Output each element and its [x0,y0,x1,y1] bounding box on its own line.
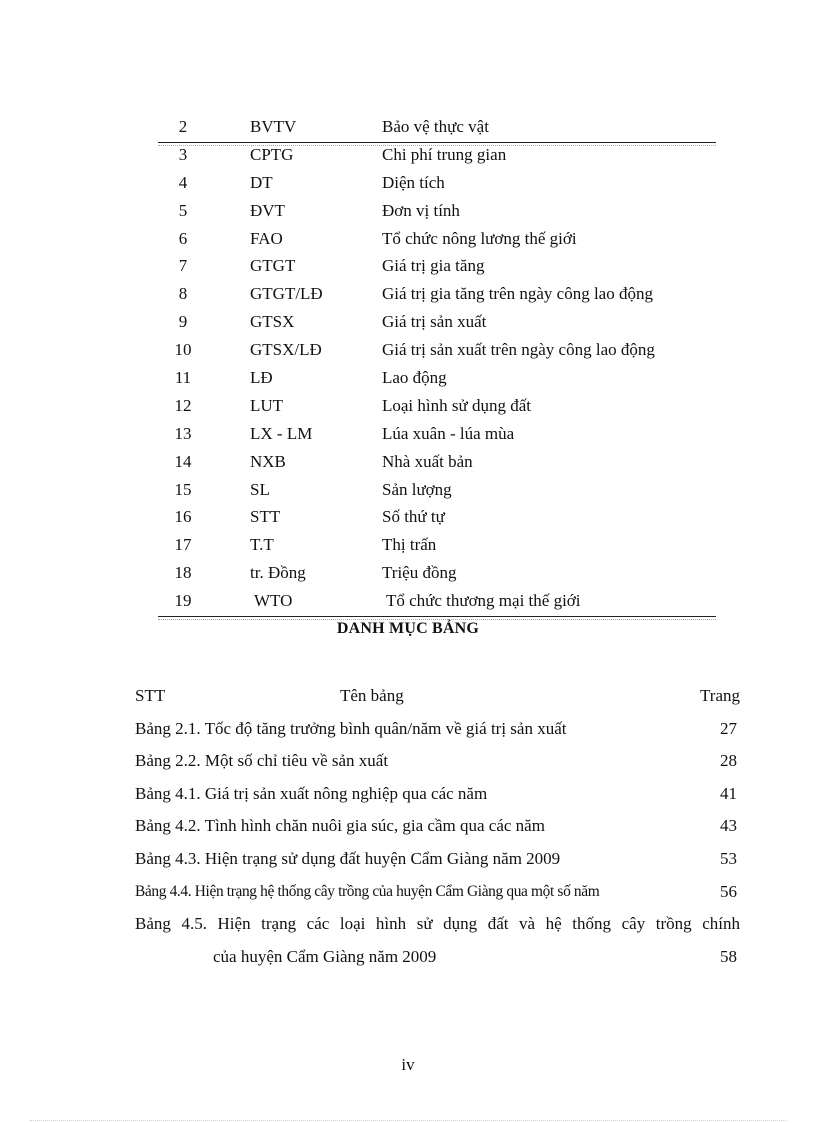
abbreviation-row [158,420,716,448]
column-header-page: Trang [700,686,740,705]
abbreviation-row [158,280,716,308]
table-title: Bảng 4.2. Tình hình chăn nuôi gia súc, gia cầm qua các năm [135,816,545,836]
row-number: 15 [174,479,192,499]
abbreviation-code: SL [250,479,270,499]
row-number: 16 [174,507,192,527]
abbreviation-code: LUT [250,395,284,415]
abbreviation-meaning: Giá trị sản xuất [382,312,487,332]
abbreviation-code: LX - LM [250,423,313,443]
abbreviation-meaning: Bảo vệ thực vật [382,117,489,136]
abbreviation-code: ĐVT [250,200,285,220]
page-ref: 27 [720,718,737,738]
table-title: Bảng 4.4. Hiện trạng hệ thống cây trồng của huyện Cẩm Giàng qua một số năm [135,882,600,900]
abbreviation-code: DT [250,172,273,192]
abbreviation-row [158,587,716,615]
row-number: 2 [178,117,188,136]
list-item[interactable] [135,843,740,876]
abbreviation-code: WTO [250,591,293,611]
abbreviation-meaning: Giá trị sản xuất trên ngày công lao động [382,340,655,360]
abbreviation-meaning: Tổ chức nông lương thế giới [382,228,577,248]
abbreviation-row [158,308,716,336]
row-number: 18 [174,563,192,583]
row-number: 6 [178,228,188,248]
abbreviation-code: GTSX/LĐ [250,340,322,360]
abbreviation-code: FAO [250,228,283,248]
abbreviation-code: GTGT [250,256,296,276]
abbreviation-row [158,448,716,476]
abbreviation-row [158,336,716,364]
list-header [135,680,740,713]
table-title: của huyện Cẩm Giàng năm 2009 [213,946,437,966]
abbreviation-code: tr. Đồng [250,563,306,583]
abbreviation-meaning: Chi phí trung gian [382,144,507,164]
abbreviation-row [158,392,716,420]
list-item[interactable] [135,713,740,746]
table-bottom-rule [158,616,716,617]
abbreviation-row [158,531,716,559]
abbreviation-meaning: Số thứ tự [382,507,445,527]
column-header-stt: STT [135,686,166,705]
page-ref: 56 [720,881,737,901]
row-number: 11 [174,368,192,388]
abbreviation-meaning: Nhà xuất bản [382,451,473,471]
row-number: 12 [174,395,192,415]
abbreviation-code: LĐ [250,368,273,388]
row-number: 7 [178,256,188,276]
table-title: Bảng 2.1. Tốc độ tăng trưởng bình quân/năm về giá trị sản xuất [135,718,567,738]
row-number: 3 [178,144,188,164]
abbreviation-code: GTGT/LĐ [250,284,323,304]
abbreviation-row [158,197,716,225]
page-ref: 43 [720,816,737,836]
abbreviation-row [158,169,716,197]
abbreviation-row [158,225,716,253]
row-number: 17 [174,535,192,555]
abbreviation-code: T.T [250,535,274,555]
footer-dotted-rule [30,1120,786,1121]
abbreviation-meaning: Giá trị gia tăng trên ngày công lao động [382,284,653,304]
header-dotted-rule [158,145,716,146]
abbreviation-code: CPTG [250,144,294,164]
row-number: 13 [174,423,192,443]
page-ref: 41 [720,783,737,803]
abbreviation-meaning: Triệu đồng [382,563,457,583]
page-number: iv [401,1055,415,1074]
header-rule [158,142,716,143]
list-item[interactable] [135,908,740,941]
abbreviation-meaning: Sản lượng [382,479,452,499]
list-item[interactable] [135,778,740,811]
row-number: 5 [178,200,188,220]
row-number: 4 [178,172,188,192]
abbreviation-meaning: Giá trị gia tăng [382,256,485,276]
row-number: 19 [174,591,192,611]
abbreviation-meaning: Thị trấn [382,535,437,555]
abbreviation-meaning: Diện tích [382,172,445,192]
abbreviation-code: GTSX [250,312,295,332]
abbreviation-row [158,364,716,392]
abbreviation-code: BVTV [250,117,297,136]
column-header-name: Tên bảng [340,686,404,705]
page-ref: 28 [720,751,737,771]
row-number: 14 [174,451,192,471]
section-heading: DANH MỤC BẢNG [336,620,480,637]
list-item[interactable] [135,810,740,843]
abbreviation-row [158,252,716,280]
abbreviation-meaning: Lao động [382,368,447,388]
list-item[interactable] [135,745,740,778]
abbreviation-code: NXB [250,451,286,471]
abbreviation-row [158,503,716,531]
table-title: Bảng 4.3. Hiện trạng sử dụng đất huyện Cẩm Giàng năm 2009 [135,848,561,868]
row-number: 8 [178,284,188,304]
table-title: Bảng 2.2. Một số chỉ tiêu về sản xuất [135,751,389,771]
list-item-continuation[interactable] [135,941,740,974]
row-number: 9 [178,312,188,332]
abbreviation-row [158,476,716,504]
row-number: 10 [174,340,192,360]
abbreviation-meaning: Loại hình sử dụng đất [382,395,531,415]
abbreviation-code: STT [250,507,281,527]
abbreviation-meaning: Tổ chức thương mại thế giới [382,591,581,611]
abbreviation-meaning: Đơn vị tính [382,200,460,220]
list-item[interactable] [135,876,740,909]
abbreviation-meaning: Lúa xuân - lúa mùa [382,423,515,443]
abbreviation-row [158,113,716,141]
table-title: Bảng 4.1. Giá trị sản xuất nông nghiệp qua các năm [135,783,488,803]
abbreviation-table [158,113,716,615]
table-of-tables [135,680,740,973]
page-ref: 53 [720,848,737,868]
table-title: Bảng 4.5. Hiện trạng các loại hình sử dụng đất và hệ thống cây trồng chính [135,914,740,934]
abbreviation-row [158,559,716,587]
page-ref: 58 [720,946,737,966]
